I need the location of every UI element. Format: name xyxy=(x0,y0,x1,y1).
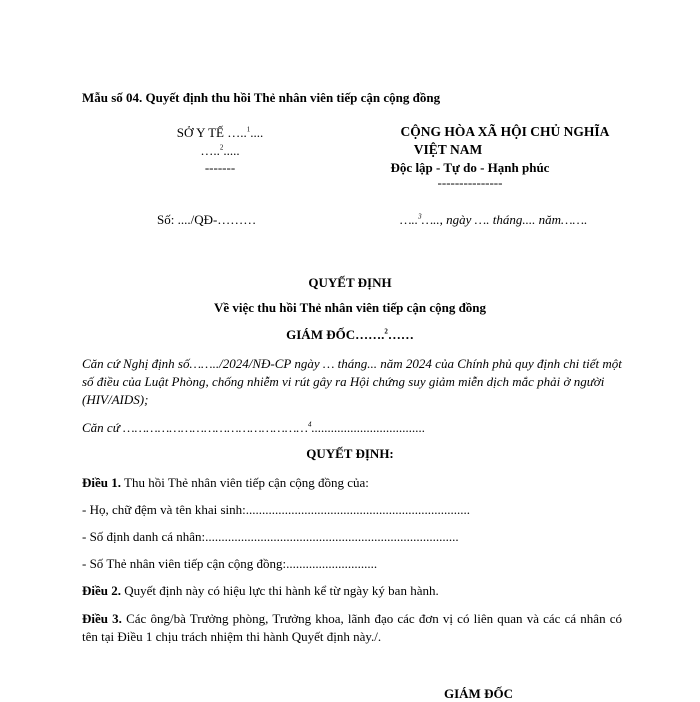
footnote-ref-3: 3 xyxy=(418,212,422,221)
footnote-ref-2b: 2 xyxy=(384,327,388,336)
document-title: QUYẾT ĐỊNH xyxy=(308,275,392,290)
footnote-ref-2: 2 xyxy=(219,143,224,152)
article-3-label: Điều 3. xyxy=(82,611,122,626)
authority-title xyxy=(0,327,700,343)
national-motto: Độc lập - Tự do - Hạnh phúc xyxy=(390,160,550,175)
authority-suffix: …… xyxy=(387,327,414,342)
form-title: Mẫu số 04. Quyết định thu hồi Thẻ nhân viên tiếp cận cộng đồng xyxy=(82,90,441,105)
left-divider: ------- xyxy=(204,160,236,175)
basis2-suffix: ................................... xyxy=(311,420,426,435)
unit-line-prefix: ….. xyxy=(200,143,220,158)
field-full-name: - Họ, chữ đệm và tên khai sinh:..................................................................... xyxy=(82,502,470,517)
authority-prefix: GIÁM ĐỐC……. xyxy=(286,327,385,342)
article-2-text: Quyết định này có hiệu lực thi hành kể từ ngày ký ban hành. xyxy=(121,583,439,598)
footnote-ref-1: 1 xyxy=(246,125,251,134)
field-card-number: - Số Thẻ nhân viên tiếp cận cộng đồng:............................ xyxy=(82,556,378,571)
place-date xyxy=(400,212,587,228)
national-title-line2: VIỆT NAM xyxy=(413,142,483,157)
national-title-line1: CỘNG HÒA XÃ HỘI CHỦ NGHĨA xyxy=(400,124,610,139)
article-1-text: Thu hồi Thẻ nhân viên tiếp cận cộng đồng của: xyxy=(121,475,369,490)
article-3-text: Các ông/bà Trưởng phòng, Trưởng khoa, lãnh đạo các đơn vị có liên quan và các cá nhân có tên tại Điều 1 chịu trách nhiệm thi hành Quyết định này./. xyxy=(82,611,622,644)
unit-line-suffix: ..... xyxy=(223,143,240,158)
legal-basis-1: Căn cứ Nghị định số……../2024/NĐ-CP ngày … tháng... năm 2024 của Chính phủ quy định chi tiết một số điều của Luật Phòng, chống nhiễm vi rút gây ra Hội chứng suy giảm miễn dịch mắc phải ở người (HIV/AIDS); xyxy=(82,356,622,407)
article-2-label: Điều 2. xyxy=(82,583,121,598)
authority-line1-suffix: .... xyxy=(250,125,264,140)
date-text: ….., ngày …. tháng.... năm……. xyxy=(421,212,588,227)
signature-title: GIÁM ĐỐC xyxy=(444,686,513,701)
legal-basis-2 xyxy=(82,420,425,436)
field-personal-id: - Số định danh cá nhân:.............................................................................. xyxy=(82,529,459,544)
footnote-ref-4: 4 xyxy=(307,420,312,429)
issuing-unit xyxy=(140,143,300,159)
article-2 xyxy=(82,583,439,599)
right-divider: --------------- xyxy=(437,175,503,190)
issuing-authority xyxy=(140,125,300,141)
place-prefix: ….. xyxy=(400,212,419,227)
decision-heading: QUYẾT ĐỊNH: xyxy=(306,446,394,461)
basis2-prefix: Căn cứ ………………………………………… xyxy=(82,420,308,435)
article-1 xyxy=(82,475,369,491)
authority-line1: SỞ Y TẾ ….. xyxy=(176,125,247,140)
document-number: Số: ..../QĐ-……… xyxy=(157,212,257,227)
article-3 xyxy=(82,610,622,646)
document-subject: Về việc thu hồi Thẻ nhân viên tiếp cận cộng đồng xyxy=(213,300,487,315)
article-1-label: Điều 1. xyxy=(82,475,121,490)
